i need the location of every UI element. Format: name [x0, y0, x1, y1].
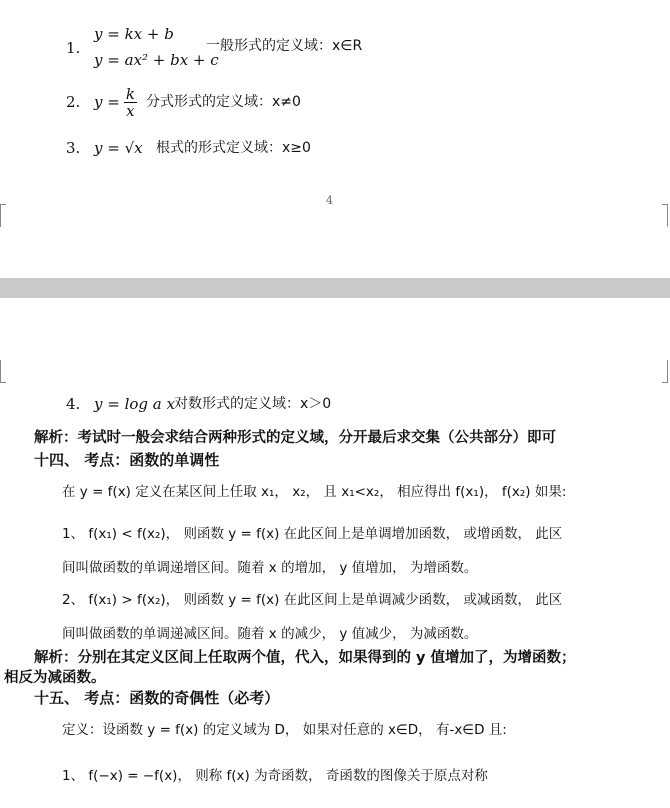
- item-4-description: 对数形式的定义域：x＞0: [174, 396, 332, 412]
- section-14-increasing-line-2: 间叫做函数的单调递增区间。随着 x 的增加， y 值增加， 为增函数。: [62, 560, 478, 576]
- item-2-fraction-numerator: k: [125, 84, 135, 103]
- item-2-lhs: y =: [94, 93, 120, 111]
- section-14-intro: 在 y = f(x) 定义在某区间上任取 x₁， x₂， 且 x₁<x₂， 相应得出 f(x₁)， f(x₂) 如果:: [62, 484, 567, 500]
- page-corner-bottom-left: [0, 204, 6, 227]
- item-3-number: 3.: [66, 139, 81, 157]
- section-14-title: 十四、 考点：函数的单调性: [34, 451, 220, 469]
- document-page-top: [0, 0, 670, 278]
- section-15-title: 十五、 考点：函数的奇偶性（必考）: [34, 689, 280, 707]
- item-3-formula: y = √x: [94, 139, 143, 157]
- section-14-decreasing-line-1: 2、 f(x₁) > f(x₂)， 则函数 y = f(x) 在此区间上是单调减少函数， 或减函数， 此区: [62, 592, 563, 608]
- item-4-number: 4.: [66, 395, 81, 413]
- item-1-linear-formula: y = kx + b: [94, 25, 174, 43]
- analysis-domain: 解析：考试时一般会求结合两种形式的定义域，分开最后求交集（公共部分）即可: [34, 430, 556, 446]
- analysis-monotonicity-line-2: 相反为减函数。: [4, 670, 106, 686]
- item-2-fraction: [124, 86, 137, 119]
- page-corner-top-right: [662, 360, 668, 383]
- page-corner-top-left: [0, 360, 6, 383]
- section-15-odd-function: 1、 f(−x) = −f(x)， 则称 f(x) 为奇函数， 奇函数的图像关于原点对称: [62, 768, 488, 784]
- item-1-quadratic-formula: y = ax² + bx + c: [94, 51, 219, 69]
- document-page-bottom: [0, 298, 670, 808]
- page-number: 4: [326, 194, 333, 207]
- item-2-formula: [94, 84, 141, 120]
- item-1-description: 一般形式的定义域：x∈R: [206, 38, 363, 54]
- item-1-number: 1.: [66, 39, 81, 57]
- section-14-increasing-line-1: 1、 f(x₁) < f(x₂)， 则函数 y = f(x) 在此区间上是单调增加函数， 或增函数， 此区: [62, 526, 563, 542]
- analysis-monotonicity-line-1: 解析：分别在其定义区间上任取两个值，代入，如果得到的 y 值增加了，为增函数；: [34, 650, 576, 666]
- item-2-fraction-denominator: x: [126, 101, 135, 120]
- item-2-description: 分式形式的定义域：x≠0: [146, 94, 301, 110]
- item-2-number: 2.: [66, 93, 81, 111]
- item-4-formula: y = log a x: [94, 395, 175, 413]
- page-corner-bottom-right: [662, 204, 668, 227]
- page-separator: [0, 278, 670, 298]
- item-3-description: 根式的形式定义域：x≥0: [156, 140, 311, 156]
- section-15-definition: 定义：设函数 y = f(x) 的定义域为 D， 如果对任意的 x∈D， 有-x∈D 且:: [62, 722, 507, 738]
- section-14-decreasing-line-2: 间叫做函数的单调递减区间。随着 x 的减少， y 值减少， 为减函数。: [62, 626, 478, 642]
